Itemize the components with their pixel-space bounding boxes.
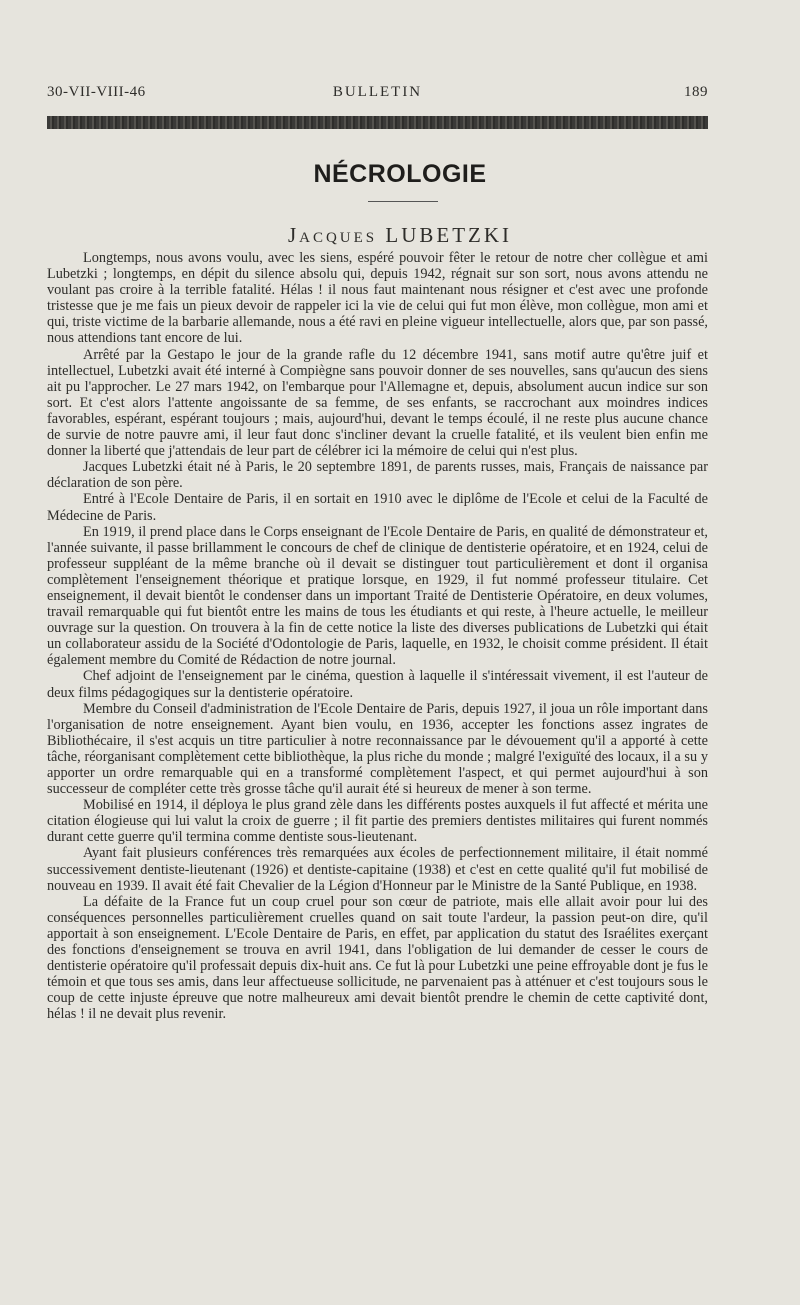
section-title: NÉCROLOGIE <box>313 160 487 188</box>
article-body <box>47 250 708 1023</box>
header-rule <box>47 116 708 129</box>
paragraph: Ayant fait plusieurs conférences très remarquées aux écoles de perfectionnement militaire, il était nommé successivement dentiste-lieutenant (1926) et dentiste-capitaine (1938) et c'est en cette qualité qu'il fut mobilisé de nouveau en 1939. Il avait été fait Chevalier de la Légion d'Honneur par le Ministre de la Santé Publique, en 1938. <box>47 845 708 894</box>
paragraph: Jacques Lubetzki était né à Paris, le 20 septembre 1891, de parents russes, mais, Français de naissance par déclaration de son père. <box>47 459 708 492</box>
paragraph: En 1919, il prend place dans le Corps enseignant de l'Ecole Dentaire de Paris, en qualité de démonstrateur et, l'année suivante, il passe brillamment le concours de chef de clinique de dentisterie opératoire, et en 1924, celui de professeur suppléant de la même branche où il devait se distinguer tout particulièrement et dont il organisa complètement l'enseignement théorique et pratique lorsque, en 1929, il fut nommé professeur titulaire. Cet enseignement, il devait bientôt le condenser dans un important Traité de Dentisterie Opératoire, en deux volumes, travail remarquable qui fut bientôt entre les mains de tous les étudiants et qui reste, à l'heure actuelle, le meilleur ouvrage sur la question. On trouvera à la fin de cette notice la liste des diverses publications de Lubetzki qui était un collaborateur assidu de la Société d'Odontologie de Paris, laquelle, en 1932, le choisit comme président. Il était également membre du Comité de Rédaction de notre journal. <box>47 523 708 669</box>
title-underline <box>368 201 438 202</box>
paragraph: La défaite de la France fut un coup cruel pour son cœur de patriote, mais elle allait avoir pour lui des conséquences personnelles particulièrement cruelles quand on sait toute l'ardeur, la passion peut-on dire, qu'il apportait à son enseignement. L'Ecole Dentaire de Paris, en effet, par application du statut des Israélites exerçant des fonctions d'enseignement se trouva en avril 1941, dans l'obligation de lui demander de cesser le cours de dentisterie opératoire qu'il professait depuis dix-huit ans. Ce fut là pour Lubetzki une peine effroyable dont je fus le témoin et que tous ses amis, dans leur affectueuse sollicitude, ne parvenaient pas à atténuer et c'est toujours sous le coup de cette injuste épreuve que notre malheureux ami devait bientôt prendre le chemin de cette captivité dont, hélas ! il ne devait plus revenir. <box>47 893 708 1023</box>
paragraph: Entré à l'Ecole Dentaire de Paris, il en sortait en 1910 avec le diplôme de l'Ecole et celui de la Faculté de Médecine de Paris. <box>47 491 708 524</box>
issue-date: 30-VII-VIII-46 <box>47 84 146 100</box>
paragraph: Longtemps, nous avons voulu, avec les siens, espéré pouvoir fêter le retour de notre cher collègue et ami Lubetzki ; longtemps, en dépit du silence absolu qui, depuis 1942, régnait sur son sort, nous avons attendu ne voulant pas croire à la terrible fatalité. Hélas ! il nous faut maintenant nous résigner et c'est avec une profonde tristesse que je me fais un pieux devoir de rappeler ici la vie de celui qui fut mon élève, mon collègue, mon ami et qui, triste victime de la barbarie allemande, nous a été ravi en pleine vigueur intellectuelle, alors que, par son passé, nous attendions tant encore de lui. <box>47 250 708 347</box>
journal-title: BULLETIN <box>332 84 423 100</box>
obituary-name: Jacques LUBETZKI <box>287 223 513 247</box>
paragraph: Arrêté par la Gestapo le jour de la grande rafle du 12 décembre 1941, sans motif autre qu'être juif et intellectuel, Lubetzki avait été interné à Compiègne sans pouvoir donner de ses nouvelles, sans qu'aucun des siens ait pu l'approcher. Le 27 mars 1942, on l'embarque pour l'Allemagne et, depuis, absolument aucun indice sur son sort. Et c'est alors l'attente angoissante de sa femme, de ses enfants, se raccrochant aux moindres indices favorables, espérant, espérant toujours ; mais, aujourd'hui, devant le temps écoulé, il ne reste plus aucune chance de survie de notre pauvre ami, il leur faut donc s'incliner devant la cruelle fatalité, et ils veulent bien enfin me donner la liberté que j'attendais de leur part de célébrer ici la mémoire de celui qui n'est plus. <box>47 346 708 460</box>
paragraph: Mobilisé en 1914, il déploya le plus grand zèle dans les différents postes auxquels il fut affecté et mérita une citation élogieuse qui lui valut la croix de guerre ; il fit partie des premiers dentistes militaires qui furent nommés durant cette guerre qu'il termina comme dentiste sous-lieutenant. <box>47 797 708 846</box>
page-number: 189 <box>684 84 708 100</box>
running-header <box>47 84 708 106</box>
paragraph: Membre du Conseil d'administration de l'Ecole Dentaire de Paris, depuis 1927, il joua un rôle important dans l'organisation de notre enseignement. Ayant bien voulu, en 1936, accepter les fonctions assez ingrates de Bibliothécaire, il s'est acquis un titre particulier à notre reconnaissance par le dévouement qu'il a apporté à cette tâche, réorganisant complètement cette bibliothèque, la plus riche du monde ; malgré l'exiguïté des locaux, il a su y apporter un ordre remarquable qui en a transformé complètement l'aspect, et qui permet aujourd'hui à son successeur de compléter cette très grosse tâche qu'il aurait été si heureux de mener à son terme. <box>47 700 708 798</box>
paragraph: Chef adjoint de l'enseignement par le cinéma, question à laquelle il s'intéressait vivement, il est l'auteur de deux films pédagogiques sur la dentisterie opératoire. <box>47 668 708 701</box>
